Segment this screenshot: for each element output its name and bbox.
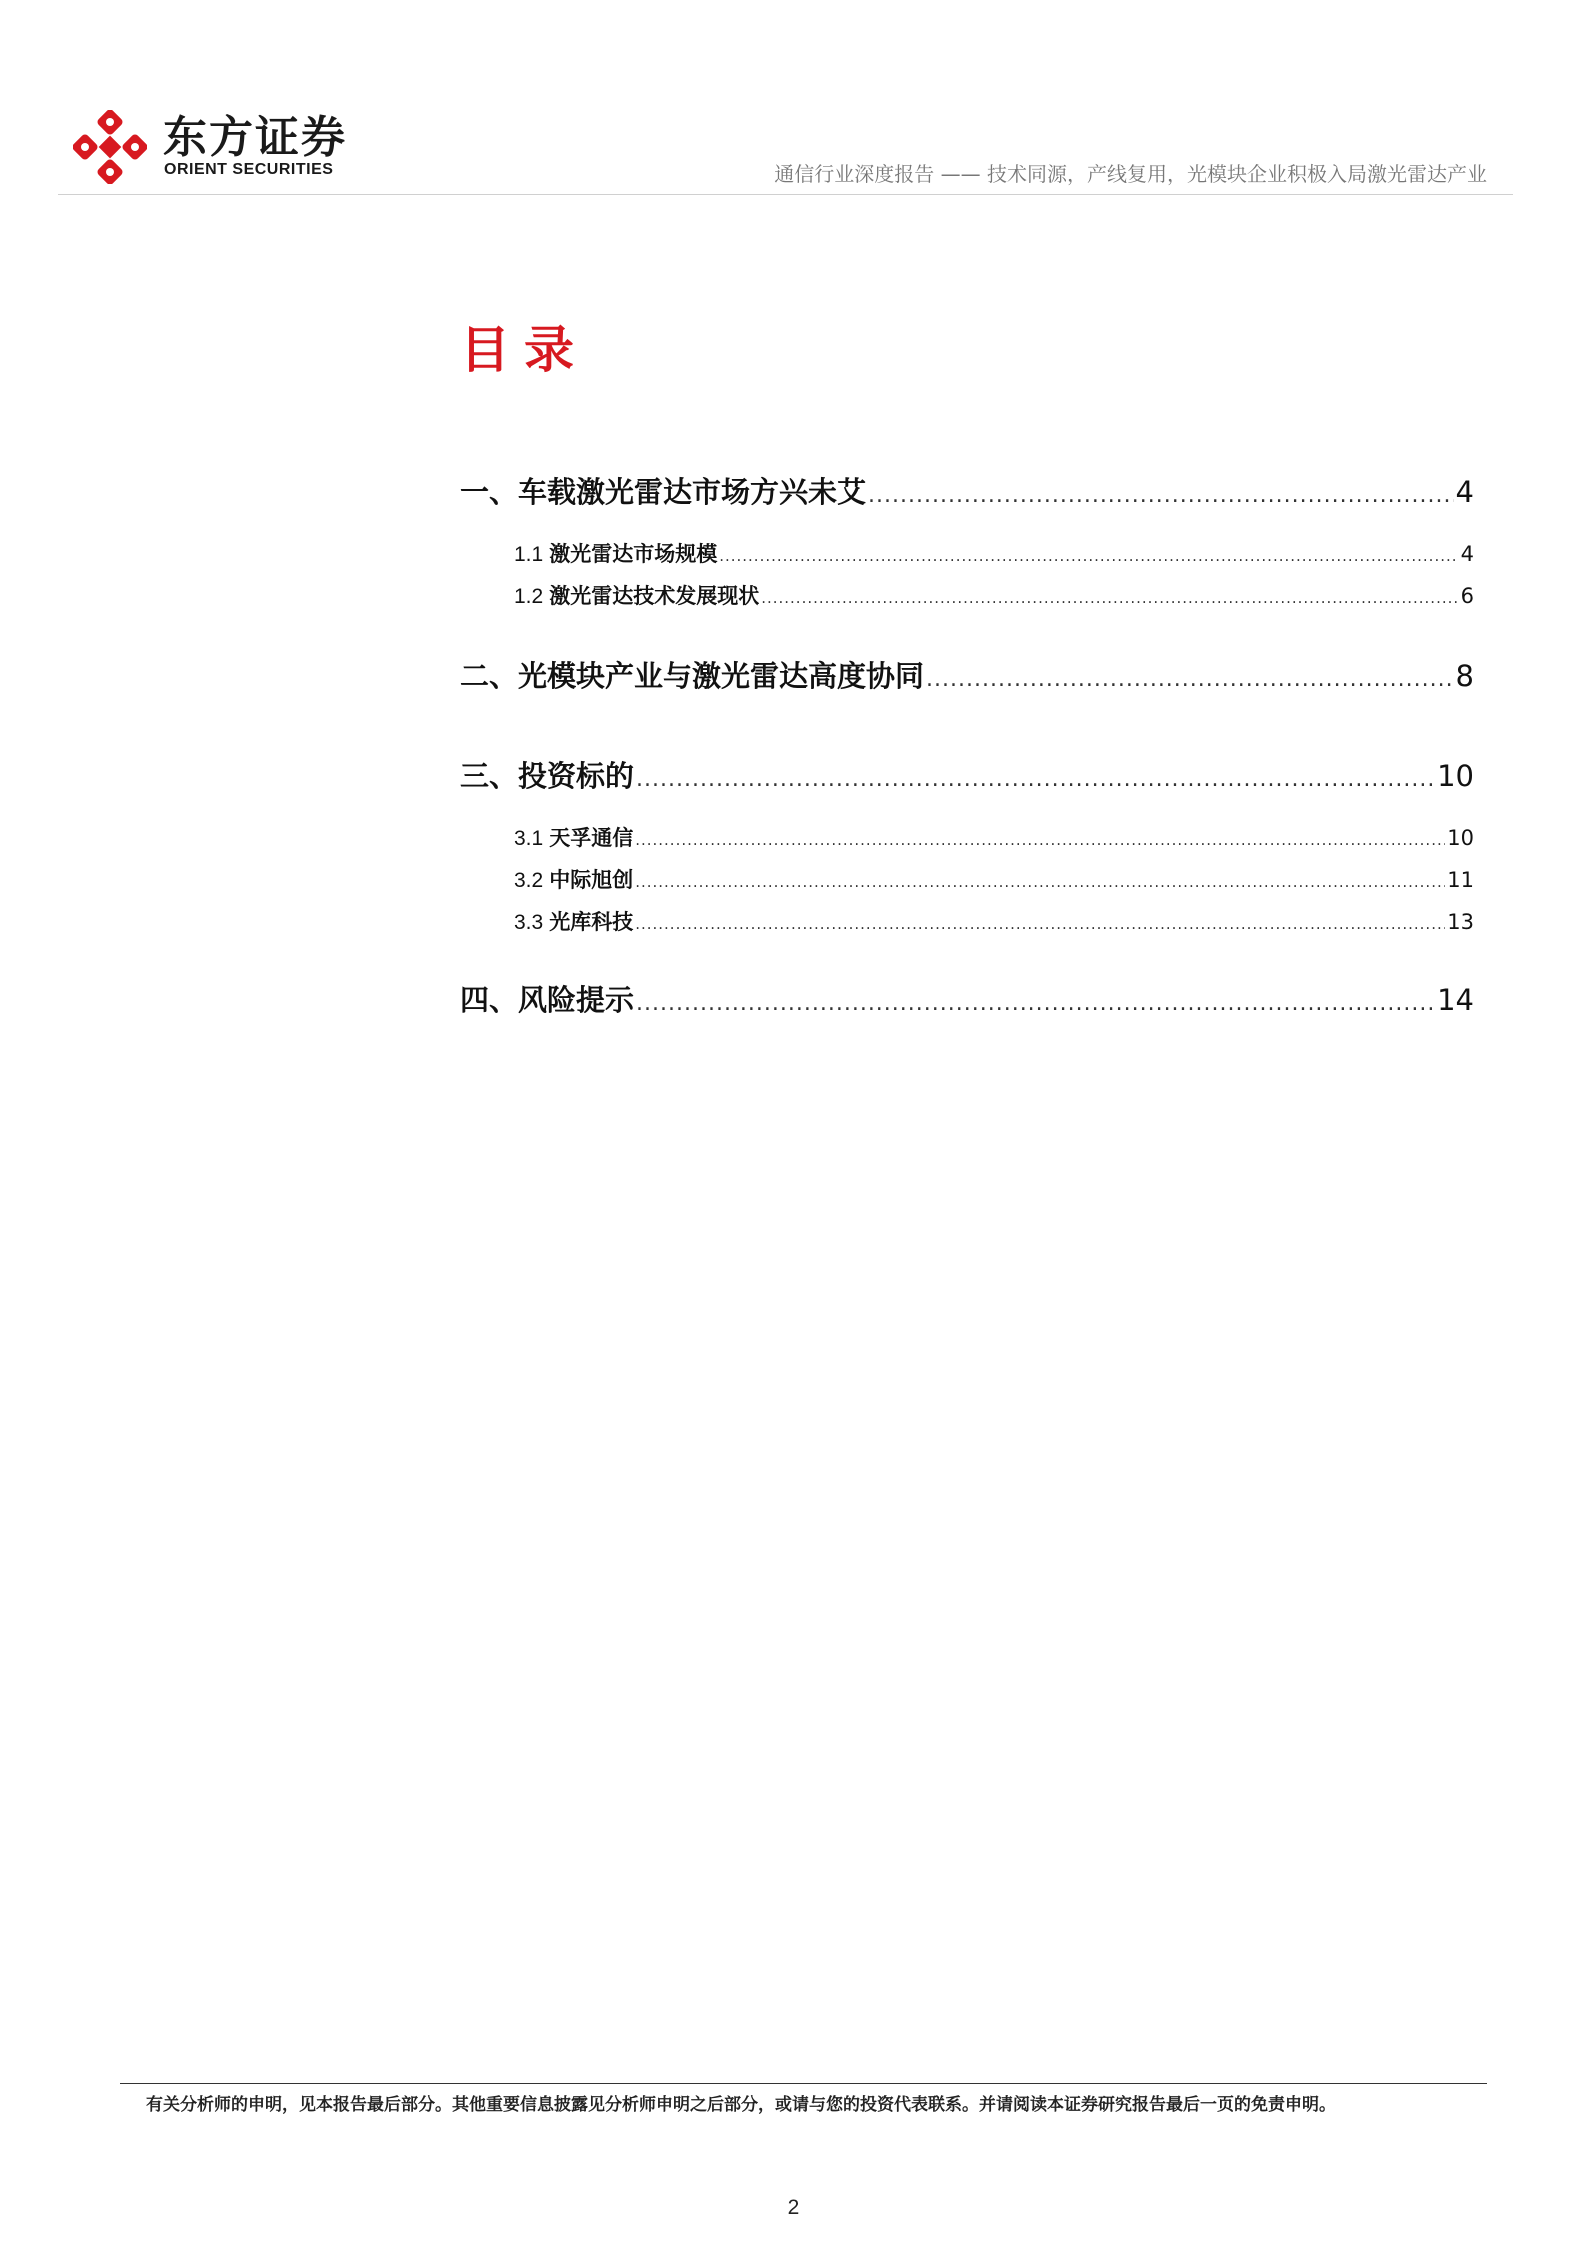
toc-entry[interactable]	[514, 864, 1474, 894]
toc-heading: 目录	[460, 321, 588, 379]
toc-entry-page: 8	[1455, 659, 1474, 693]
orient-securities-logo-icon	[73, 110, 147, 184]
toc-entry-page: 10	[1437, 759, 1474, 793]
toc-entry-page: 11	[1447, 868, 1474, 892]
toc-dot-leader	[761, 589, 1458, 607]
toc-entry-number: 1.2	[514, 585, 544, 608]
toc-entry[interactable]	[514, 538, 1474, 568]
toc-entry-number: 3.1	[514, 827, 544, 850]
logo-chinese-name: 东方证券	[163, 112, 347, 163]
company-logo	[73, 110, 347, 185]
logo-english-name: ORIENT SECURITIES	[164, 161, 334, 178]
toc-entry-title: 激光雷达技术发展现状	[549, 584, 760, 608]
footer-divider	[120, 2083, 1487, 2084]
toc-dot-leader	[926, 667, 1454, 692]
toc-entry-page: 4	[1455, 475, 1474, 509]
toc-entry-page: 14	[1437, 983, 1474, 1017]
toc-entry-title: 光库科技	[549, 910, 634, 934]
toc-entry[interactable]	[514, 906, 1474, 936]
toc-entry[interactable]	[460, 654, 1474, 695]
toc-entry-title: 二、光模块产业与激光雷达高度协同	[460, 659, 925, 693]
toc-entry-title: 激光雷达市场规模	[549, 542, 718, 566]
toc-dot-leader	[635, 915, 1445, 933]
toc-entry[interactable]	[514, 822, 1474, 852]
toc-entry-page: 10	[1447, 826, 1474, 850]
toc-dot-leader	[868, 483, 1454, 508]
toc-entry-title: 中际旭创	[549, 868, 634, 892]
toc-entry-number: 3.3	[514, 911, 544, 934]
toc-entry-title: 一、车载激光雷达市场方兴未艾	[460, 475, 867, 509]
toc-entry[interactable]	[514, 580, 1474, 610]
toc-dot-leader	[635, 873, 1445, 891]
toc-entry-title: 四、风险提示	[460, 983, 635, 1017]
toc-dot-leader	[635, 831, 1445, 849]
disclaimer-text: 有关分析师的申明，见本报告最后部分。其他重要信息披露见分析师申明之后部分，或请与您的投资代表联系。并请阅读本证券研究报告最后一页的免责申明。	[146, 2095, 1336, 2115]
toc-entry-title: 三、投资标的	[460, 759, 635, 793]
toc-entry-number: 1.1	[514, 543, 544, 566]
toc-dot-leader	[719, 547, 1458, 565]
toc-entry-page: 4	[1460, 542, 1474, 566]
toc-dot-leader	[636, 767, 1435, 792]
toc-entry-title: 天孚通信	[549, 826, 634, 850]
toc-dot-leader	[636, 991, 1435, 1016]
toc-entry-page: 13	[1447, 910, 1474, 934]
page-number: 2	[787, 2196, 800, 2219]
toc-entry[interactable]	[460, 754, 1474, 795]
report-title: 通信行业深度报告 —— 技术同源，产线复用，光模块企业积极入局激光雷达产业	[774, 162, 1487, 186]
toc-entry-page: 6	[1460, 584, 1474, 608]
toc-entry-number: 3.2	[514, 869, 544, 892]
header-divider	[58, 194, 1513, 195]
toc-entry[interactable]	[460, 470, 1474, 511]
toc-entry[interactable]	[460, 978, 1474, 1019]
